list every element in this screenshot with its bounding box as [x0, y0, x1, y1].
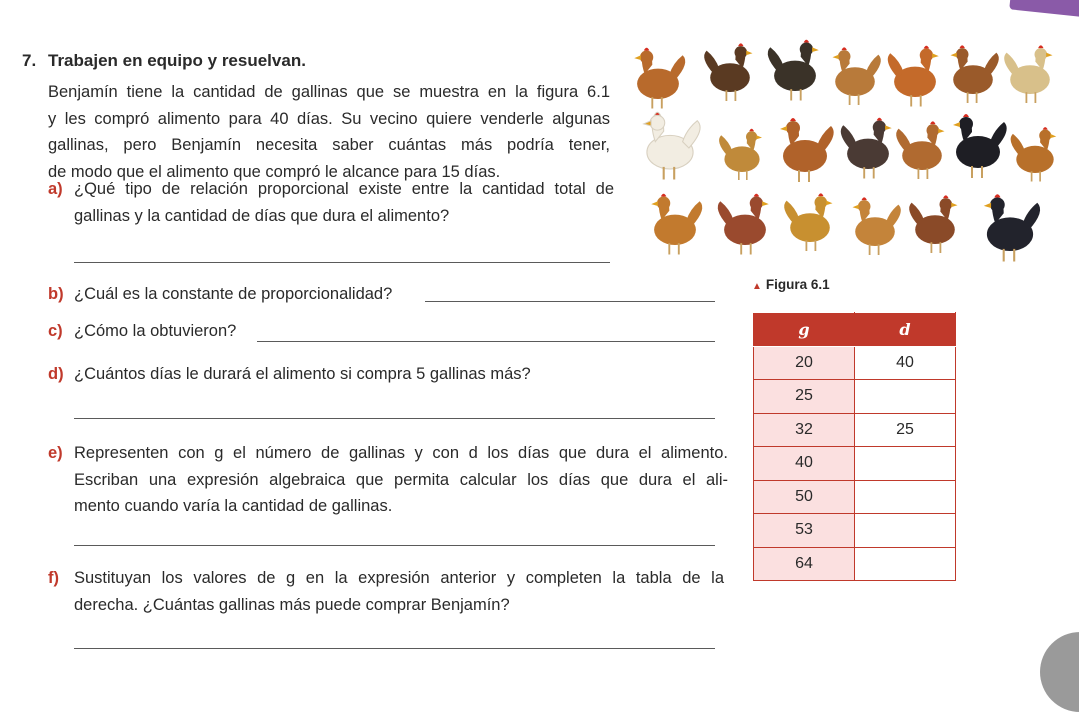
cell-g: 25: [754, 380, 855, 414]
cell-g: 64: [754, 547, 855, 581]
hen-13: [953, 114, 1007, 178]
question-label: c): [48, 322, 63, 340]
cell-d[interactable]: 40: [855, 346, 956, 380]
hen-2: [704, 43, 752, 101]
hen-7: [1004, 45, 1052, 103]
exercise-title: Trabajen en equipo y resuelvan.: [48, 51, 306, 70]
hen-12: [896, 121, 944, 179]
table-row: [754, 547, 956, 581]
question-label: f): [48, 569, 59, 587]
question-text: gallinas y la cantidad de días que dura el alimento?: [74, 206, 450, 225]
answer-line-f[interactable]: [74, 648, 715, 649]
question-label: a): [48, 180, 63, 198]
question-text: ¿Cuál es la constante de proporcionalidad?: [74, 285, 393, 303]
table-header-row: [754, 313, 956, 347]
hen-3: [768, 40, 819, 101]
hen-20: [984, 194, 1040, 261]
intro-line: y les compró alimento para 40 días. Su vecino quiere venderle algunas: [48, 109, 610, 128]
question-text: Sustituyan los valores de g en la expresión anterior y completen la tabla de la: [74, 569, 724, 587]
cell-g: 32: [754, 413, 855, 447]
hen-11: [841, 118, 892, 179]
page-tab-decoration: [1009, 0, 1079, 19]
intro-line: gallinas, pero Benjamín necesita saber cuántas más podría tener,: [48, 136, 610, 154]
question-text: Representen con g el número de gallinas y con d los días que dura el alimento.: [74, 444, 728, 462]
cell-d[interactable]: [855, 380, 956, 414]
table-row: [754, 380, 956, 414]
question-label: b): [48, 285, 64, 303]
table-row: [754, 346, 956, 380]
hen-5: [888, 46, 939, 107]
caption-marker-icon: ▲: [752, 281, 762, 292]
hen-8: [644, 112, 700, 179]
question-text: derecha. ¿Cuántas gallinas más puede comprar Benjamín?: [74, 595, 510, 614]
answer-line-d[interactable]: [74, 418, 715, 419]
answer-line-e[interactable]: [74, 545, 715, 546]
question-d: [48, 361, 648, 388]
page-corner-decoration: [1040, 632, 1079, 712]
question-label: e): [48, 444, 63, 462]
exercise-intro: [48, 79, 610, 185]
figure-caption-text: Figura 6.1: [765, 277, 830, 292]
question-text: mento cuando varía la cantidad de gallinas.: [74, 497, 393, 515]
cell-g: 53: [754, 514, 855, 548]
intro-line: de modo que el alimento que compró le alcance para 15 días.: [48, 162, 501, 181]
hen-6: [951, 45, 999, 103]
answer-line-b[interactable]: [425, 301, 715, 302]
header-d: d: [855, 313, 956, 347]
hen-4: [833, 47, 881, 105]
hen-18: [853, 197, 901, 255]
values-table: [753, 312, 956, 581]
question-b: [48, 281, 448, 308]
question-a: [48, 176, 614, 229]
hen-10: [780, 118, 834, 182]
hen-9: [719, 129, 762, 180]
cell-d[interactable]: [855, 480, 956, 514]
cell-g: 40: [754, 447, 855, 481]
question-c: [48, 318, 288, 345]
exercise-number: 7.: [22, 51, 37, 70]
table-row: [754, 413, 956, 447]
answer-line-a[interactable]: [74, 262, 610, 263]
question-e: [48, 440, 728, 520]
question-f: [48, 565, 724, 618]
hen-16: [718, 194, 769, 255]
cell-d[interactable]: [855, 514, 956, 548]
question-label: d): [48, 365, 64, 383]
hens-figure: [630, 28, 1060, 264]
hen-1: [634, 48, 685, 109]
table-row: [754, 514, 956, 548]
question-text: ¿Cuántos días le durará el alimento si compra 5 gallinas más?: [74, 365, 531, 383]
cell-d[interactable]: [855, 447, 956, 481]
hen-15: [651, 194, 702, 255]
answer-line-c[interactable]: [257, 341, 715, 342]
hen-14: [1011, 127, 1057, 181]
hen-19: [909, 195, 957, 253]
question-text: ¿Cómo la obtuvieron?: [74, 322, 237, 340]
question-text: Escriban una expresión algebraica que permita calcular los días que dura el ali-: [74, 470, 728, 489]
intro-line: Benjamín tiene la cantidad de gallinas que se muestra en la figura 6.1: [48, 83, 610, 101]
cell-g: 50: [754, 480, 855, 514]
hen-17: [784, 193, 832, 251]
cell-d[interactable]: [855, 547, 956, 581]
cell-d[interactable]: 25: [855, 413, 956, 447]
table-row: [754, 447, 956, 481]
figure-caption: [752, 277, 830, 292]
question-text: ¿Qué tipo de relación proporcional existe entre la cantidad total de: [74, 180, 614, 198]
table-row: [754, 480, 956, 514]
header-g: g: [754, 313, 855, 347]
cell-g: 20: [754, 346, 855, 380]
